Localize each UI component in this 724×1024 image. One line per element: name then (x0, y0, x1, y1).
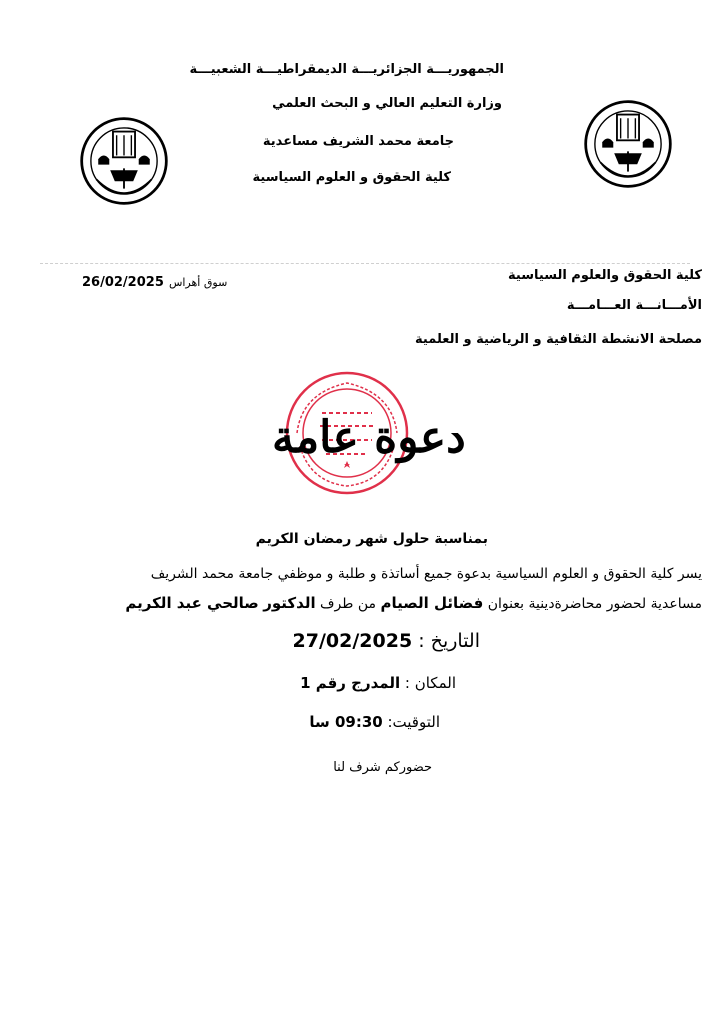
faculty-name-header: كلية الحقوق و العلوم السياسية (252, 170, 451, 185)
university-name: جامعة محمد الشريف مساعدية (262, 134, 454, 149)
separator-line (40, 263, 690, 264)
event-time: 09:30 سا (309, 713, 383, 731)
info-faculty: كلية الحقوق والعلوم السياسية (508, 268, 702, 283)
time-label: التوقيت: (387, 713, 440, 731)
ministry-name: وزارة التعليم العالي و البحث العلمي (272, 96, 502, 111)
occasion-line: بمناسبة حلول شهر رمضان الكريم (255, 531, 488, 547)
event-date-row (293, 630, 480, 652)
city-date (82, 271, 227, 290)
invitation-text-part1: مساعدية لحضور محاضرةدينية بعنوان (487, 596, 702, 612)
place-label: المكان : (404, 674, 456, 692)
city: سوق أهراس (168, 276, 228, 289)
event-place: المدرج رقم 1 (300, 674, 401, 692)
republic-name: الجمهوريـــة الجزائريـــة الديمقراطيـــة الشعبيـــة (189, 62, 504, 77)
info-service: مصلحة الانشطة الثقافية و الرياضية و العلمية (415, 332, 702, 347)
event-place-row (300, 674, 456, 692)
doctor-prefix: الدكتور (263, 594, 316, 612)
issue-date: 26/02/2025 (82, 275, 164, 290)
info-secretariat: الأمـــانـــة العـــامـــة (566, 298, 702, 313)
university-logo-right (582, 98, 674, 190)
invitation-title: دعوة عامة (272, 412, 466, 463)
lecture-title: فضائل الصيام (380, 594, 484, 612)
invitation-text-part2: من طرف (320, 596, 377, 612)
date-label: التاريخ : (418, 630, 480, 652)
invitation-text-line2 (125, 594, 702, 612)
invitation-text-line1: يسر كلية الحقوق و العلوم السياسية بدعوة جميع أساتذة و طلبة و موظفي جامعة محمد الشريف (150, 566, 702, 582)
university-logo-left (78, 115, 170, 207)
event-date: 27/02/2025 (292, 630, 413, 652)
event-time-row (309, 713, 440, 731)
closing-line: حضوركم شرف لنا (333, 760, 432, 775)
doctor-name: صالحي عبد الكريم (125, 594, 259, 612)
